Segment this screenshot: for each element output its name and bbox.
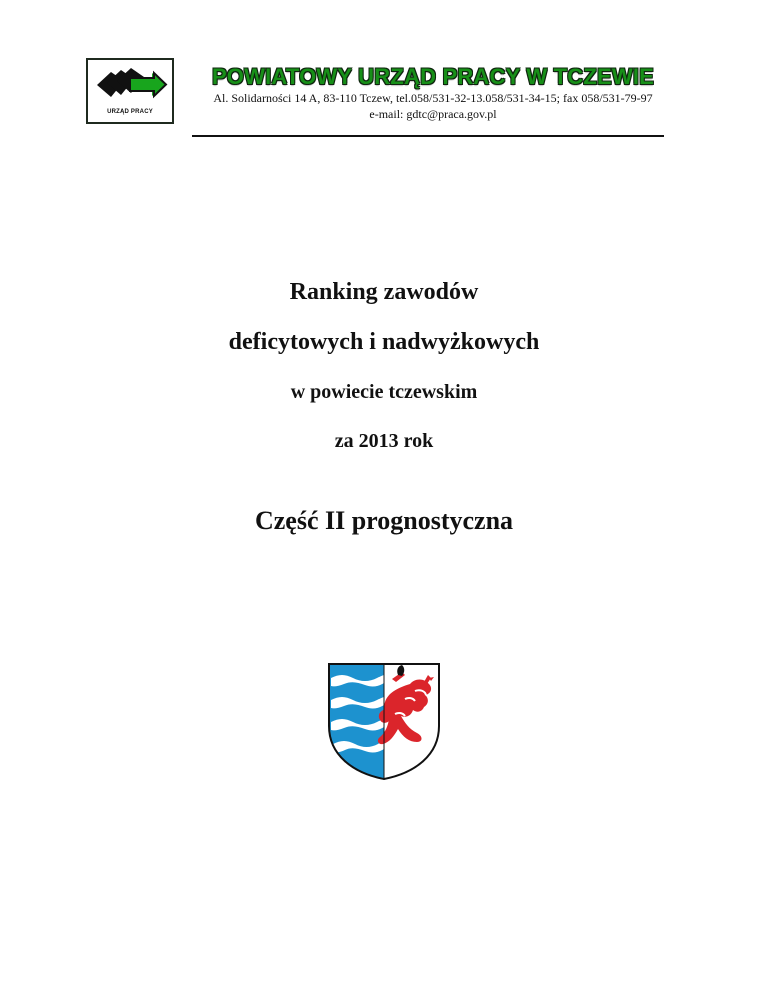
organization-name: POWIATOWY URZĄD PRACY W TCZEWIE <box>211 64 655 89</box>
coat-of-arms-icon <box>325 660 443 782</box>
document-header <box>86 58 676 128</box>
title-line-2: deficytowych i nadwyżkowych <box>228 329 540 355</box>
address-line: Al. Solidarności 14 A, 83-110 Tczew, tel.058/531-32-13.058/531-34-15; fax 058/531-79-97 <box>213 91 653 105</box>
part-title: Część II prognostyczna <box>254 506 514 535</box>
header-divider <box>192 135 664 137</box>
coat-of-arms <box>325 660 443 782</box>
email-line: e-mail: gdtc@praca.gov.pl <box>369 107 497 121</box>
title-line-4: za 2013 rok <box>334 430 434 452</box>
logo-text: URZĄD PRACY <box>107 109 153 115</box>
office-logo-arrow-icon <box>92 63 170 109</box>
header-text <box>190 64 676 122</box>
office-logo <box>86 58 174 124</box>
title-line-1: Ranking zawodów <box>289 279 479 305</box>
title-line-3: w powiecie tczewskim <box>290 381 478 403</box>
